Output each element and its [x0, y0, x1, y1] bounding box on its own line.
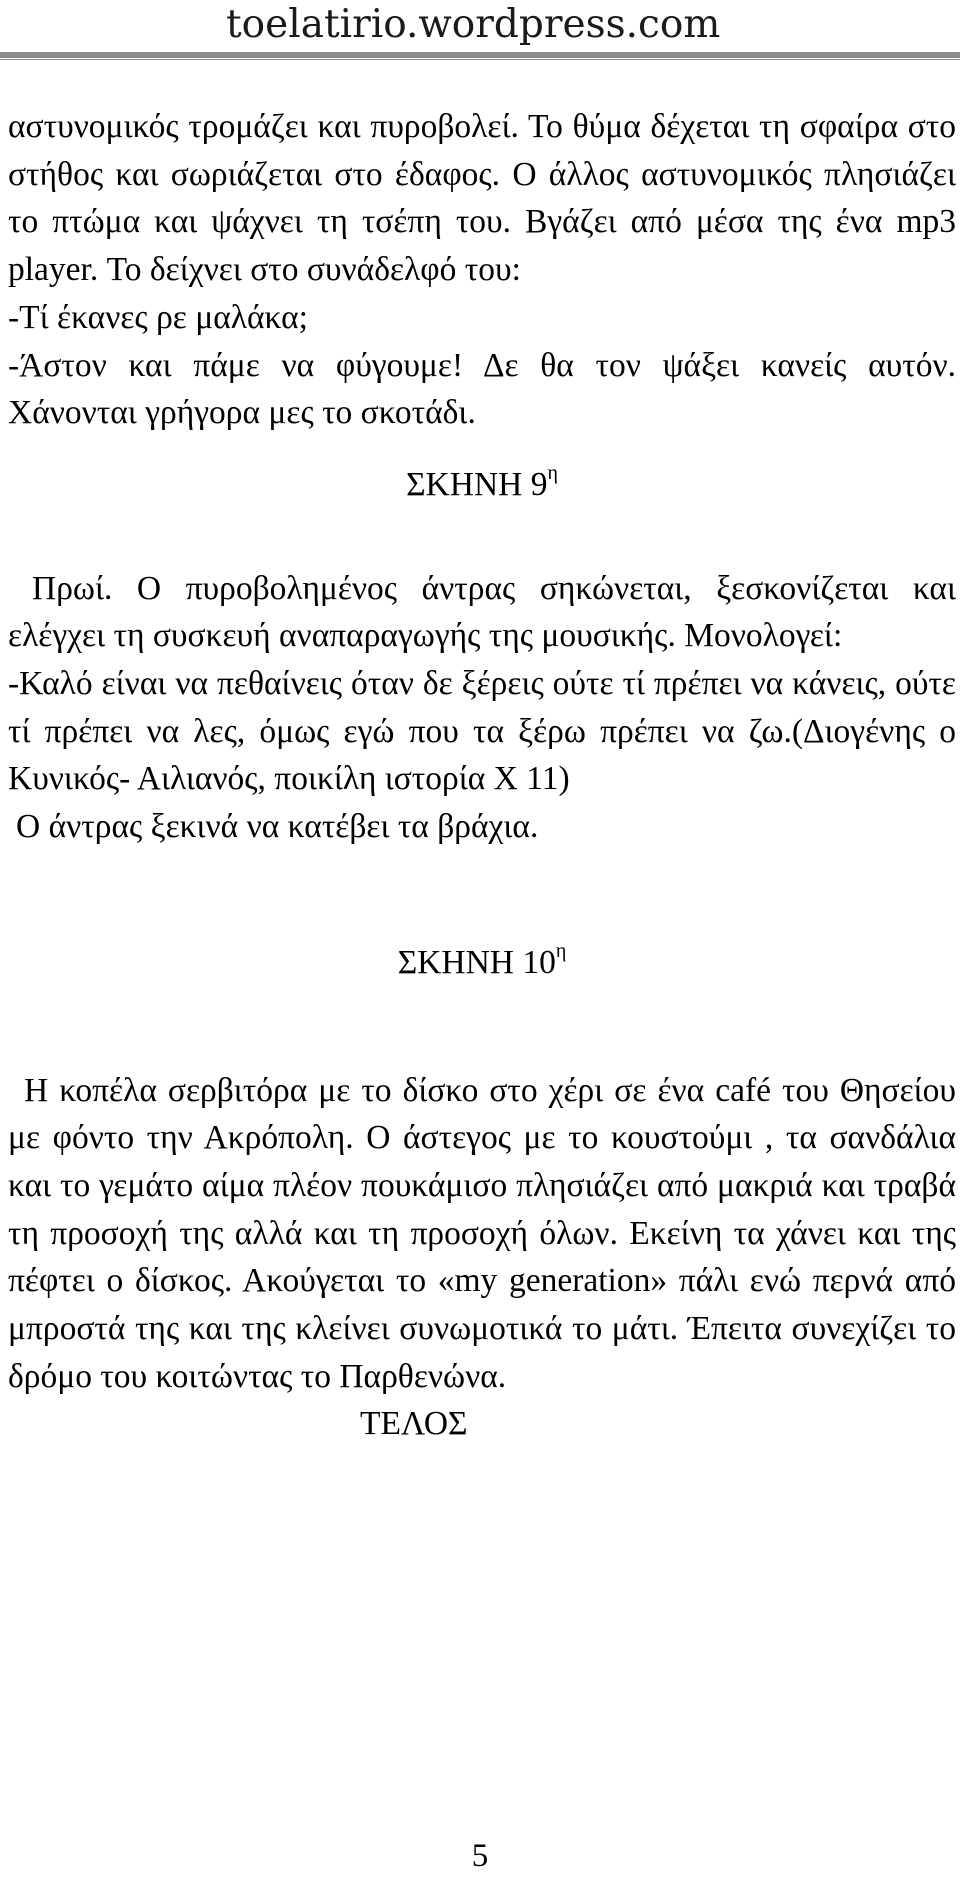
paragraph-scene-9-descent: Ο άντρας ξεκινά να κατέβει τα βράχια.	[16, 808, 539, 846]
paragraph-scene-9-monologue: -Καλό είναι να πεθαίνεις όταν δε ξέρεις ούτε τί πρέπει να κάνεις, ούτε τί πρέπει να λες, όμως εγώ που τα ξέρω πρέπει να ζω.(Διογένης ο Κυνικός- Αιλιανός, ποικίλη ιστορία Χ 11)	[8, 665, 956, 798]
scene-10-ordinal: η	[555, 939, 567, 962]
scene-9-heading	[8, 461, 956, 509]
paragraph-scene-10: Η κοπέλα σερβιτόρα με το δίσκο στο χέρι σε ένα café του Θησείου με φόντο την Ακρόπολη. Ο άστεγος με το κουστούμι , τα σανδάλια και το γεμάτο αίμα πλέον πουκάμισο πλησιάζει από μακριά και τραβά τη προσοχή της αλλά και τη προσοχή όλων. Εκείνη τα χάνει και της πέφτει ο δίσκος. Ακούγεται το «my generation» πάλι ενώ περνά από μπροστά της και της κλείνει συνωμοτικά το μάτι. Έπειτα συνεχίζει το δρόμο του κοιτώντας το Παρθενώνα.	[8, 1071, 956, 1395]
page-body	[8, 103, 956, 1448]
site-title: toelatirio.wordpress.com	[226, 2, 721, 47]
scene-9-title: ΣΚΗΝΗ 9	[406, 465, 548, 503]
paragraph-opening: αστυνομικός τρομάζει και πυροβολεί. Το θύμα δέχεται τη σφαίρα στο στήθος και σωριάζεται στο έδαφος. Ο άλλος αστυνομικός πλησιάζει το πτώμα και ψάχνει τη τσέπη του. Βγάζει από μέσα της ένα mp3 player. Το δείχνει στο συνάδελφό του:	[8, 108, 956, 289]
scene-10-heading	[8, 939, 956, 987]
dialogue-line-2: -Άστον και πάμε να φύγουμε! Δε θα τον ψάξει κανείς αυτόν. Χάνονται γρήγορα μες το σκοτάδι.	[8, 346, 956, 432]
header-rule	[0, 52, 960, 58]
paragraph-scene-9-morning: Πρωί. Ο πυροβολημένος άντρας σηκώνεται, ξεσκονίζεται και ελέγχει τη συσκευή αναπαραγωγής της μουσικής. Μονολογεί:	[8, 569, 956, 655]
header-rule-thin	[0, 59, 960, 60]
page-number: 5	[471, 1838, 489, 1874]
dialogue-line-1: -Τί έκανες ρε μαλάκα;	[8, 298, 308, 336]
end-label: ΤΕΛΟΣ	[360, 1405, 468, 1443]
site-header	[0, 0, 960, 60]
scene-9-ordinal: η	[547, 461, 558, 484]
scene-10-title: ΣΚΗΝΗ 10	[397, 943, 556, 981]
